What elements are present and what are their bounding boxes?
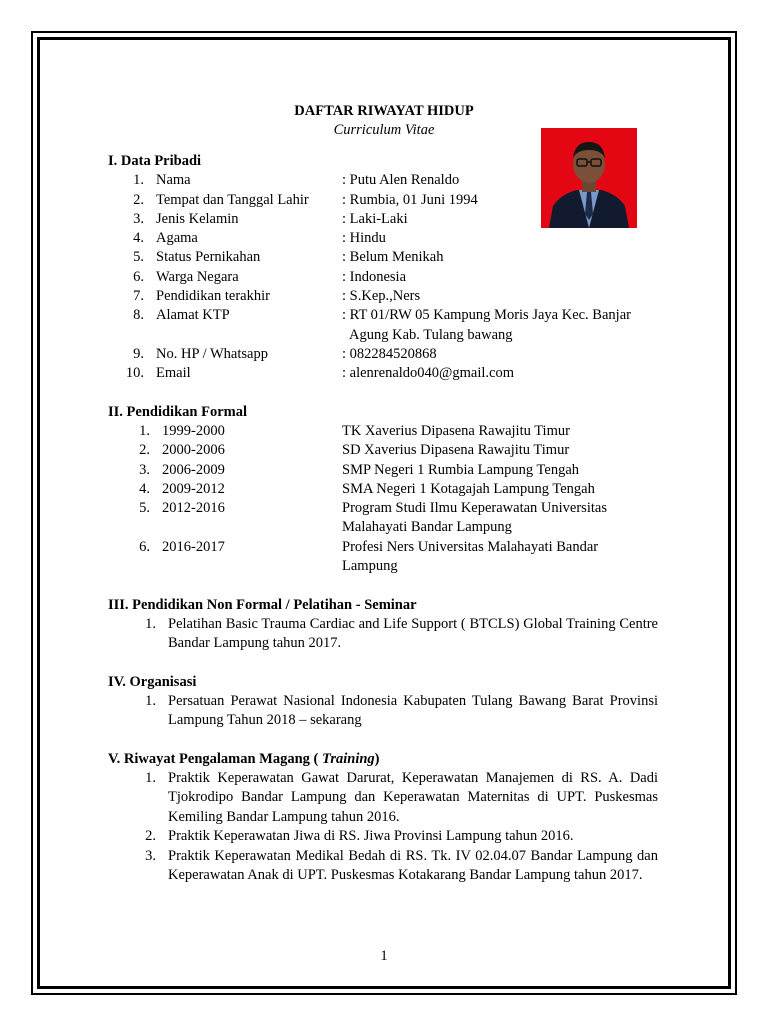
education-school: SMA Negeri 1 Kotagajah Lampung Tengah	[342, 481, 595, 497]
education-years: 2016-2017	[162, 539, 225, 555]
field-label: Jenis Kelamin	[156, 211, 239, 227]
field-value: : Indonesia	[342, 269, 407, 285]
field-label: No. HP / Whatsapp	[156, 346, 268, 362]
field-value: : 082284520868	[342, 346, 437, 362]
list-number: 1.	[139, 423, 150, 439]
field-label: Tempat dan Tanggal Lahir	[156, 192, 309, 208]
internship-item: Praktik Keperawatan Jiwa di RS. Jiwa Provinsi Lampung tahun 2016.	[168, 828, 574, 844]
education-school: Program Studi Ilmu Keperawatan Universitas	[342, 500, 607, 516]
section-heading-internship: V. Riwayat Pengalaman Magang ( Training)	[108, 751, 380, 767]
field-label: Nama	[156, 172, 191, 188]
list-number: 1.	[145, 616, 156, 632]
field-value: : Rumbia, 01 Juni 1994	[342, 192, 478, 208]
person-portrait-icon	[541, 128, 637, 228]
list-number: 8.	[133, 307, 144, 323]
list-number: 2.	[145, 828, 156, 844]
organization-item: Persatuan Perawat Nasional Indonesia Kabupaten Tulang Bawang Barat Provinsi Lampung Tahun 2018 – sekarang	[168, 693, 658, 729]
list-number: 1.	[145, 693, 156, 709]
list-number: 1.	[145, 770, 156, 786]
education-school: SD Xaverius Dipasena Rawajitu Timur	[342, 442, 570, 458]
list-number: 2.	[133, 192, 144, 208]
internship-item: Praktik Keperawatan Medikal Bedah di RS. Tk. IV 02.04.07 Bandar Lampung dan Keperawatan Anak di UPT. Puskesmas Kotakarang Bandar Lampung tahun 2017.	[168, 848, 658, 884]
section-heading-formal-education: II. Pendidikan Formal	[108, 404, 247, 420]
list-number: 7.	[133, 288, 144, 304]
profile-photo	[541, 128, 637, 228]
document-title: DAFTAR RIWAYAT HIDUP	[294, 103, 474, 119]
field-value: : RT 01/RW 05 Kampung Moris Jaya Kec. Banjar	[342, 307, 631, 323]
list-number: 3.	[139, 462, 150, 478]
field-label: Warga Negara	[156, 269, 239, 285]
field-label: Agama	[156, 230, 198, 246]
section-heading-nonformal: III. Pendidikan Non Formal / Pelatihan - Seminar	[108, 597, 417, 613]
internship-item: Praktik Keperawatan Gawat Darurat, Keperawatan Manajemen di RS. A. Dadi Tjokrodipo Bandar Lampung dan Keperawatan Maternitas di UPT. Puskesmas Kemiling Bandar Lampung tahun 2016.	[168, 770, 658, 825]
list-number: 2.	[139, 442, 150, 458]
education-school: TK Xaverius Dipasena Rawajitu Timur	[342, 423, 570, 439]
list-number: 1.	[133, 172, 144, 188]
list-number: 4.	[133, 230, 144, 246]
list-number: 10.	[125, 365, 144, 381]
education-years: 2012-2016	[162, 500, 225, 516]
field-label: Status Pernikahan	[156, 249, 261, 265]
list-number: 5.	[139, 500, 150, 516]
education-years: 2000-2006	[162, 442, 225, 458]
education-school: SMP Negeri 1 Rumbia Lampung Tengah	[342, 462, 579, 478]
field-label: Pendidikan terakhir	[156, 288, 270, 304]
list-number: 3.	[133, 211, 144, 227]
field-value: : Hindu	[342, 230, 386, 246]
education-years: 1999-2000	[162, 423, 225, 439]
field-value: : Belum Menikah	[342, 249, 444, 265]
field-value: : alenrenaldo040@gmail.com	[342, 365, 514, 381]
field-label: Email	[156, 365, 191, 381]
training-item: Pelatihan Basic Trauma Cardiac and Life Support ( BTCLS) Global Training Centre Bandar Lampung tahun 2017.	[168, 616, 658, 652]
section-heading-personal: I. Data Pribadi	[108, 153, 202, 169]
field-value: : S.Kep.,Ners	[342, 288, 421, 304]
field-value: : Laki-Laki	[342, 211, 408, 227]
list-number: 3.	[145, 848, 156, 864]
section-heading-organization: IV. Organisasi	[108, 674, 197, 690]
document-subtitle: Curriculum Vitae	[333, 122, 435, 138]
education-years: 2006-2009	[162, 462, 225, 478]
education-years: 2009-2012	[162, 481, 225, 497]
page-number: 1	[380, 948, 388, 964]
field-value-continued: Agung Kab. Tulang bawang	[349, 327, 513, 343]
list-number: 6.	[139, 539, 150, 555]
list-number: 9.	[133, 346, 144, 362]
education-school-continued: Malahayati Bandar Lampung	[342, 519, 512, 535]
education-school: Profesi Ners Universitas Malahayati Bandar	[342, 539, 599, 555]
field-value: : Putu Alen Renaldo	[342, 172, 460, 188]
education-school-continued: Lampung	[342, 558, 398, 574]
list-number: 5.	[133, 249, 144, 265]
list-number: 4.	[139, 481, 150, 497]
list-number: 6.	[133, 269, 144, 285]
field-label: Alamat KTP	[156, 307, 230, 323]
